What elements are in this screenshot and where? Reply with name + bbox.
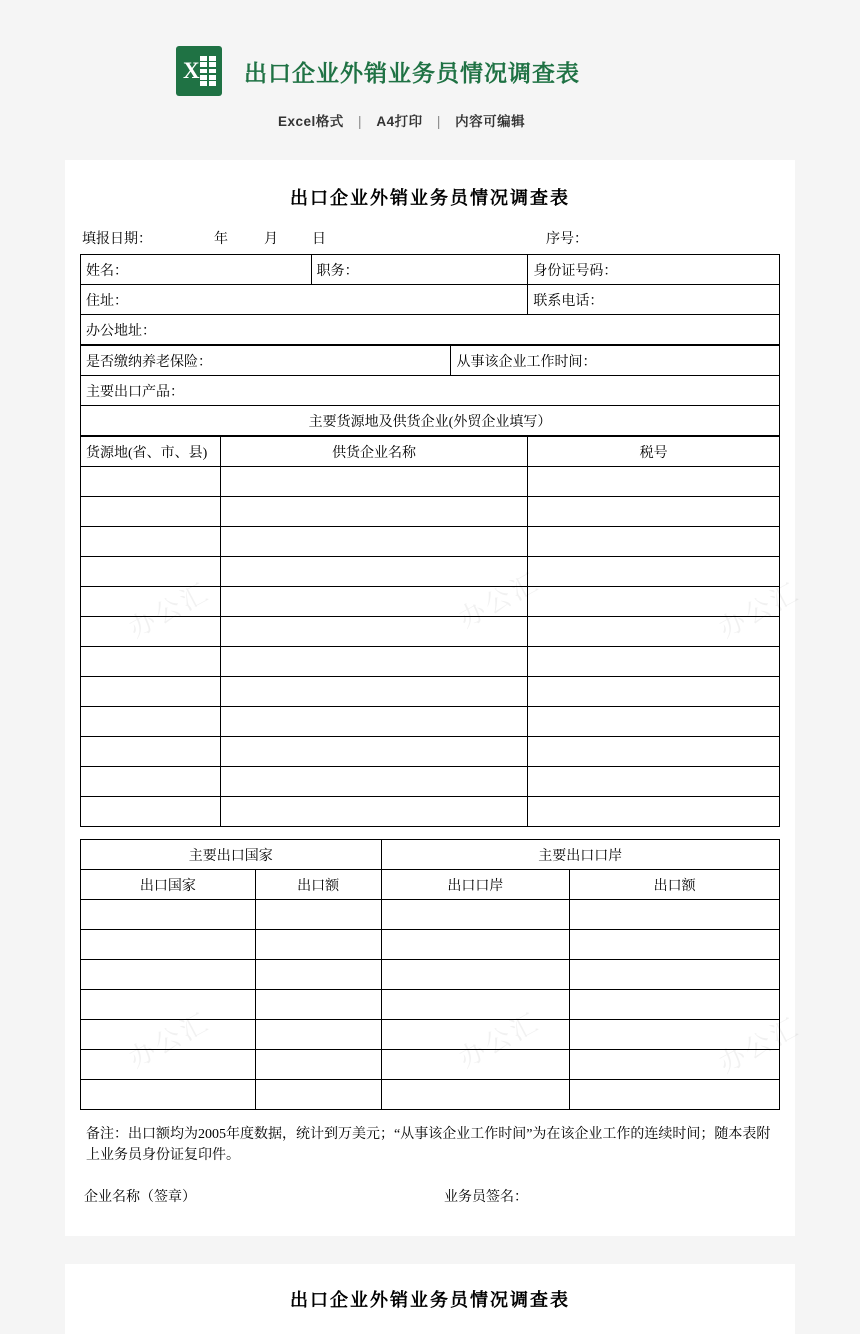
- export-cell-amount1[interactable]: [255, 1020, 381, 1050]
- page-header: [0, 0, 860, 130]
- supply-cell-taxno[interactable]: [528, 587, 780, 617]
- supply-cell-taxno[interactable]: [528, 797, 780, 827]
- export-table: [80, 839, 780, 1110]
- export-cell-port[interactable]: [381, 930, 570, 960]
- table-row: [81, 467, 780, 497]
- supply-cell-taxno[interactable]: [528, 767, 780, 797]
- fill-date-label: 填报日期：: [82, 232, 152, 247]
- table-row: [81, 285, 780, 315]
- supply-cell-origin[interactable]: [81, 467, 221, 497]
- supply-cell-origin[interactable]: [81, 647, 221, 677]
- table-row: [81, 707, 780, 737]
- table-row: [81, 990, 780, 1020]
- supply-cell-company[interactable]: [220, 647, 528, 677]
- document-sheet-next: [65, 1264, 795, 1334]
- sheet-title: 出口企业外销业务员情况调查表: [290, 188, 570, 208]
- field-work-time[interactable]: 从事该企业工作时间：: [451, 346, 780, 376]
- supply-cell-taxno[interactable]: [528, 557, 780, 587]
- salesman-sign-label[interactable]: 业务员签名：: [444, 1190, 528, 1205]
- export-cell-amount1[interactable]: [255, 900, 381, 930]
- watermark: 办公汇: [714, 577, 805, 644]
- export-cell-country[interactable]: [81, 930, 256, 960]
- header-title-row: [0, 46, 580, 96]
- table-row: [81, 527, 780, 557]
- supply-cell-company[interactable]: [220, 497, 528, 527]
- export-header-amount-1: 出口额: [255, 870, 381, 900]
- fill-date-day: 日: [312, 232, 326, 247]
- watermark: 办公汇: [454, 567, 545, 634]
- watermark: 办公汇: [714, 1012, 805, 1079]
- table-header-row: [81, 870, 780, 900]
- watermark: 办公汇: [454, 1007, 545, 1074]
- field-pension[interactable]: 是否缴纳养老保险：: [81, 346, 451, 376]
- insurance-table: [80, 345, 780, 436]
- table-row: [81, 960, 780, 990]
- meta-separator-2: |: [436, 114, 441, 129]
- table-row: [81, 376, 780, 406]
- meta-editable: 内容可编辑: [455, 114, 526, 129]
- note-text: 备注：出口额均为2005年度数据，统计到万美元；“从事该企业工作时间”为在该企业工作的连续时间；随本表附上业务员身份证复印件。: [86, 1127, 771, 1163]
- field-name[interactable]: 姓名：: [81, 255, 312, 285]
- export-country-title: 主要出口国家: [81, 840, 382, 870]
- table-row: [81, 315, 780, 345]
- supply-cell-company[interactable]: [220, 677, 528, 707]
- header-meta: [0, 110, 525, 130]
- supply-cell-taxno[interactable]: [528, 527, 780, 557]
- table-row: [81, 930, 780, 960]
- table-row: [81, 497, 780, 527]
- field-address[interactable]: 住址：: [81, 285, 528, 315]
- meta-format: Excel格式: [278, 114, 344, 129]
- supply-cell-origin[interactable]: [81, 497, 221, 527]
- export-cell-port[interactable]: [381, 1050, 570, 1080]
- note-block: [80, 1120, 780, 1170]
- table-row: [81, 617, 780, 647]
- company-sign-label[interactable]: 企业名称（签章）: [84, 1190, 196, 1205]
- supply-header-taxno: 税号: [528, 437, 780, 467]
- supply-cell-taxno[interactable]: [528, 467, 780, 497]
- supply-cell-taxno[interactable]: [528, 677, 780, 707]
- supply-cell-taxno[interactable]: [528, 737, 780, 767]
- export-cell-country[interactable]: [81, 960, 256, 990]
- table-row: [81, 797, 780, 827]
- excel-file-icon: [176, 46, 222, 96]
- supply-cell-company[interactable]: [220, 527, 528, 557]
- table-row: [81, 677, 780, 707]
- supply-cell-taxno[interactable]: [528, 617, 780, 647]
- supply-cell-taxno[interactable]: [528, 497, 780, 527]
- export-cell-country[interactable]: [81, 1020, 256, 1050]
- table-row: [81, 900, 780, 930]
- watermark: 办公汇: [124, 577, 215, 644]
- export-cell-port[interactable]: [381, 990, 570, 1020]
- export-cell-country[interactable]: [81, 1050, 256, 1080]
- export-header-country: 出口国家: [81, 870, 256, 900]
- export-cell-port[interactable]: [381, 900, 570, 930]
- export-cell-country[interactable]: [81, 900, 256, 930]
- table-row: [81, 346, 780, 376]
- export-cell-port[interactable]: [381, 1020, 570, 1050]
- export-cell-amount2[interactable]: [570, 900, 780, 930]
- table-row: [81, 587, 780, 617]
- supply-header-origin: 货源地(省、市、县): [81, 437, 221, 467]
- fill-date-row: [80, 228, 780, 248]
- supply-cell-company[interactable]: [220, 707, 528, 737]
- supply-section-title: 主要货源地及供货企业(外贸企业填写）: [81, 406, 780, 436]
- identity-table: [80, 254, 780, 345]
- field-id-number[interactable]: 身份证号码：: [528, 255, 780, 285]
- table-row: [81, 1050, 780, 1080]
- supply-cell-origin[interactable]: [81, 677, 221, 707]
- meta-separator-1: |: [358, 114, 363, 129]
- supply-table: [80, 436, 780, 827]
- document-sheet: [65, 160, 805, 1236]
- fill-date-year: 年: [214, 232, 228, 247]
- excel-icon-letter: X: [183, 58, 200, 83]
- export-cell-amount1[interactable]: [255, 960, 381, 990]
- field-post[interactable]: 职务：: [311, 255, 528, 285]
- supply-cell-company[interactable]: [220, 617, 528, 647]
- export-cell-amount1[interactable]: [255, 1050, 381, 1080]
- export-cell-port[interactable]: [381, 960, 570, 990]
- export-cell-amount2[interactable]: [570, 1080, 780, 1110]
- supply-cell-origin[interactable]: [81, 527, 221, 557]
- table-row: [81, 737, 780, 767]
- supply-cell-company[interactable]: [220, 797, 528, 827]
- table-row: [81, 647, 780, 677]
- export-header-port: 出口口岸: [381, 870, 570, 900]
- export-cell-amount1[interactable]: [255, 1080, 381, 1110]
- export-cell-amount1[interactable]: [255, 990, 381, 1020]
- table-header-row: [81, 437, 780, 467]
- export-cell-port[interactable]: [381, 1080, 570, 1110]
- export-cell-amount2[interactable]: [570, 1020, 780, 1050]
- table-row: [81, 1020, 780, 1050]
- supply-header-company: 供货企业名称: [220, 437, 528, 467]
- watermark: 办公汇: [124, 1007, 215, 1074]
- supply-cell-origin[interactable]: [81, 557, 221, 587]
- supply-cell-origin[interactable]: [81, 707, 221, 737]
- supply-cell-company[interactable]: [220, 767, 528, 797]
- supply-cell-origin[interactable]: [81, 587, 221, 617]
- supply-cell-company[interactable]: [220, 737, 528, 767]
- supply-cell-company[interactable]: [220, 467, 528, 497]
- export-cell-amount2[interactable]: [570, 960, 780, 990]
- fill-date-month: 月: [264, 232, 278, 247]
- field-office-address[interactable]: 办公地址：: [81, 315, 780, 345]
- table-row: [81, 406, 780, 436]
- field-main-products[interactable]: 主要出口产品：: [81, 376, 780, 406]
- supply-cell-origin[interactable]: [81, 767, 221, 797]
- sheet-body: [80, 228, 780, 1206]
- table-row: [81, 1080, 780, 1110]
- supply-cell-origin[interactable]: [81, 797, 221, 827]
- signature-row: [80, 1186, 780, 1206]
- export-cell-country[interactable]: [81, 1080, 256, 1110]
- page-title: 出口企业外销业务员情况调查表: [244, 59, 580, 86]
- serial-label: 序号：: [546, 232, 588, 247]
- supply-cell-taxno[interactable]: [528, 707, 780, 737]
- export-cell-amount1[interactable]: [255, 930, 381, 960]
- sheet-title-next: 出口企业外销业务员情况调查表: [290, 1290, 570, 1310]
- export-cell-amount2[interactable]: [570, 990, 780, 1020]
- excel-icon-grid: [200, 56, 216, 86]
- export-cell-amount2[interactable]: [570, 930, 780, 960]
- table-row: [81, 255, 780, 285]
- table-row: [81, 767, 780, 797]
- supply-cell-company[interactable]: [220, 587, 528, 617]
- meta-print: A4打印: [376, 114, 423, 129]
- supply-cell-company[interactable]: [220, 557, 528, 587]
- supply-cell-origin[interactable]: [81, 737, 221, 767]
- export-cell-amount2[interactable]: [570, 1050, 780, 1080]
- supply-cell-origin[interactable]: [81, 617, 221, 647]
- supply-cell-taxno[interactable]: [528, 647, 780, 677]
- table-header-row: [81, 840, 780, 870]
- export-port-title: 主要出口口岸: [381, 840, 779, 870]
- export-header-amount-2: 出口额: [570, 870, 780, 900]
- table-row: [81, 557, 780, 587]
- export-cell-country[interactable]: [81, 990, 256, 1020]
- field-phone[interactable]: 联系电话：: [528, 285, 780, 315]
